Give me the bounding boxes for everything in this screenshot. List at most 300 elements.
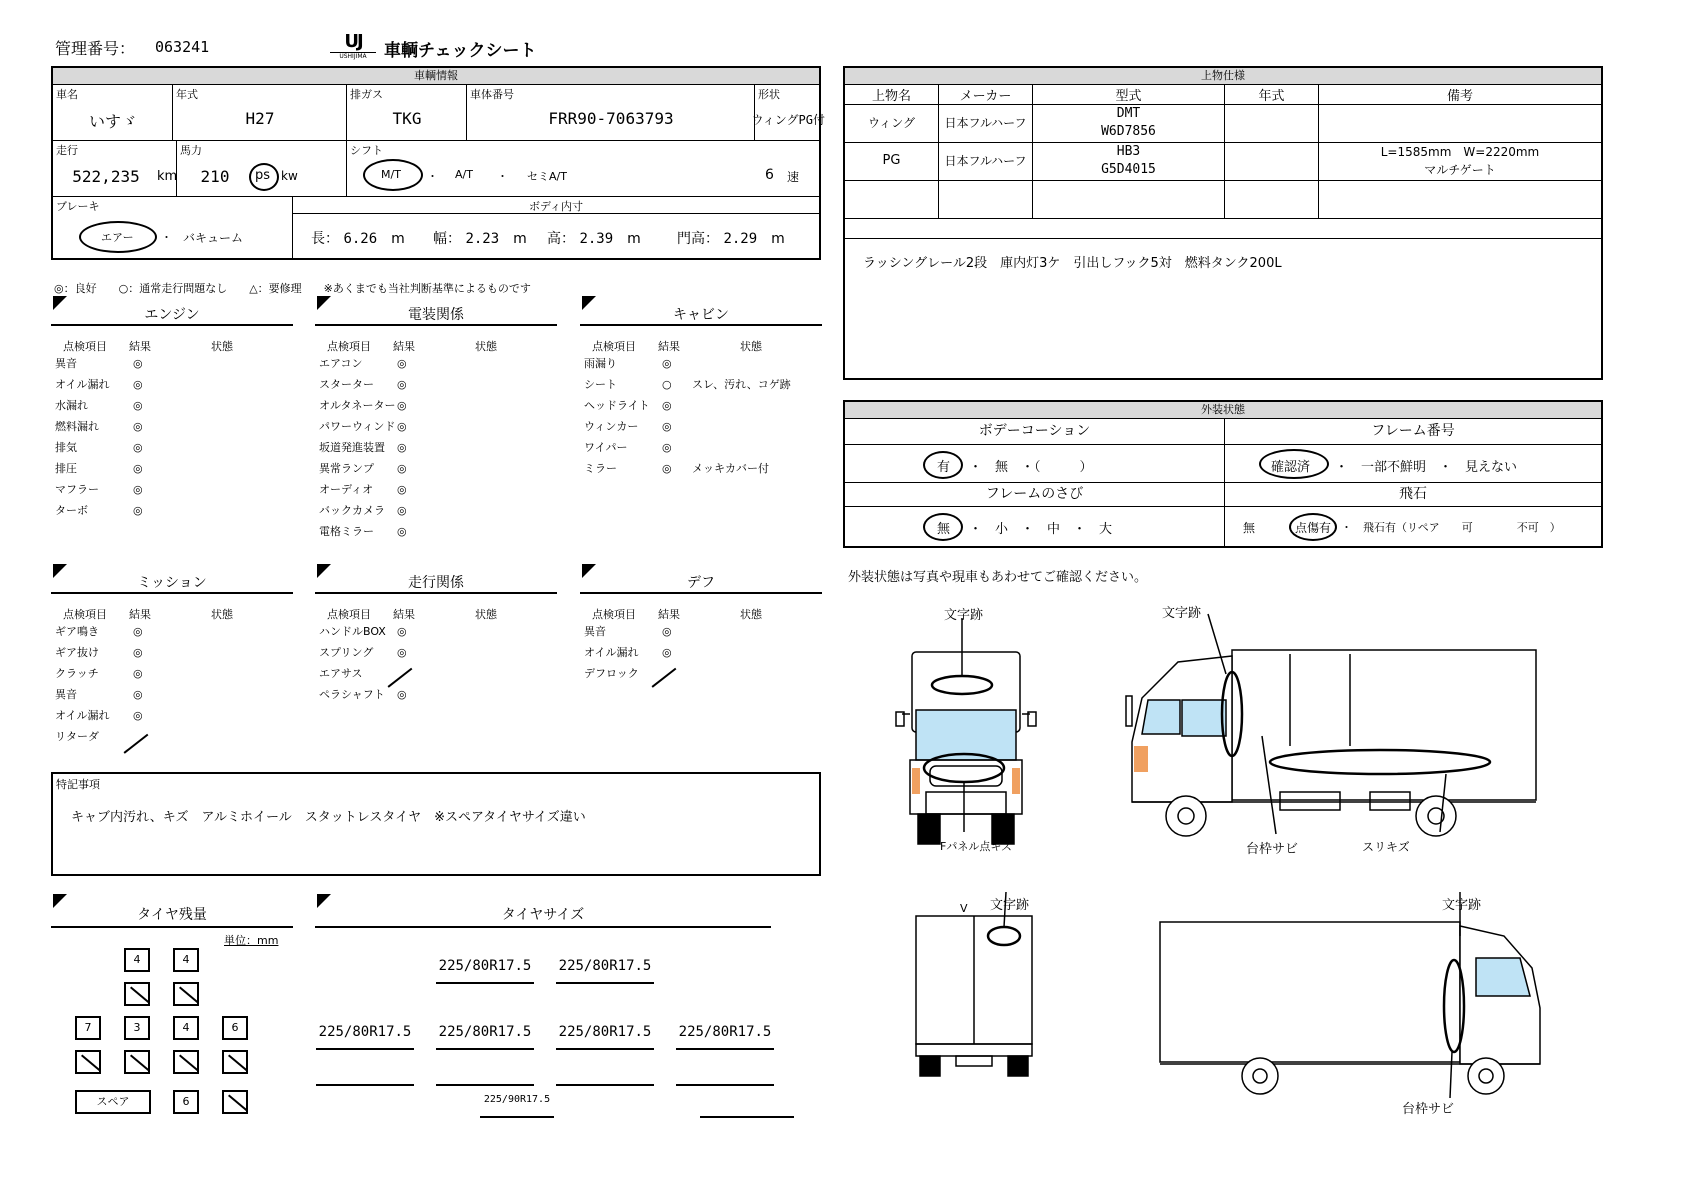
body-width [433,228,527,248]
body-length [311,228,405,248]
upper-col-year: 年式 [1225,85,1319,105]
upper-row2-note [1319,143,1601,181]
notes-text: キャブ内汚れ、キズ アルミホイール スタットレスタイヤ ※スペアタイヤサイズ違い [71,810,586,825]
check-item-result: ◎ [133,441,143,454]
brake-dot: ・ [161,231,172,244]
result-legend: ◎：良好 ○：通常走行問題なし △：要修理 ※あくまでも当社判断基準によるものです [54,282,531,295]
door-height-label: 門高： [677,231,719,247]
upper-spec-box [843,66,1603,380]
check-item-name: ペラシャフト [319,688,385,701]
running-row [319,622,557,642]
upper-row1-maker: 日本フルハーフ [939,105,1033,143]
tire-size-title: タイヤサイズ [315,904,771,928]
running-col-result: 結果 [393,608,415,621]
tire-remain-r5 [75,1050,101,1074]
engine-title: エンジン [51,304,293,326]
cell-mileage [53,141,177,197]
truck-diagrams [880,596,1600,1136]
engine-row [55,438,293,458]
exterior-note: 外装状態は写真や現車もあわせてご確認ください。 [848,570,1148,585]
tire-remain-f1: 4 [124,948,150,972]
mileage-unit: km [157,169,178,184]
check-item-result: ◎ [397,504,407,517]
check-item-name: オーディオ [319,483,374,496]
mission-col-item: 点検項目 [63,608,107,621]
mission-row [55,622,293,642]
side-daiwaku-pointer [1262,736,1276,834]
body-length-label: 長： [311,231,339,247]
mission-row [55,643,293,663]
engine-row [55,459,293,479]
brake-vacuum: バキューム [183,231,244,245]
upper-row2-year [1225,143,1319,181]
check-item-name: ミラー [584,462,617,475]
body-width-value: 2.23 [465,231,500,247]
check-item-name: 燃料漏れ [55,420,99,433]
electric-row [319,375,557,395]
check-item-name: 異常ランプ [319,462,374,475]
label-surikizu: スリキズ [1362,840,1410,854]
electric-row [319,480,557,500]
engine-section [51,296,293,536]
check-item-result: ◎ [662,357,672,370]
check-item-name: スプリング [319,646,374,659]
check-item-state: メッキカバー付 [692,462,769,475]
diff-col-item: 点検項目 [592,608,636,621]
mileage-label: 走行 [56,144,78,157]
check-item-name: エアサス [319,667,363,680]
upper-row1-model [1033,105,1225,143]
chip-some: 点傷有 [1295,521,1332,535]
tire-size-spare-line-2 [700,1116,794,1118]
mission-col-result: 結果 [129,608,151,621]
hp-label: 馬力 [180,144,202,157]
tire-remain-r8 [222,1050,248,1074]
company-logo [330,32,376,62]
engine-col-item: 点検項目 [63,340,107,353]
upper-row1-model1: DMT [1116,106,1141,121]
label-moji-rear: 文字跡 [990,898,1030,913]
check-item-name: ギア抜け [55,646,99,659]
check-item-name: オイル漏れ [55,709,110,722]
check-item-result: ◎ [662,646,672,659]
label-moji-front: 文字跡 [944,608,984,623]
check-item-result: ◎ [397,378,407,391]
cabin-section [580,296,822,536]
door-height-value: 2.29 [723,231,758,247]
check-item-result: ◎ [397,483,407,496]
body-height-unit: m [627,231,641,247]
body-height-label: 高： [547,231,575,247]
check-item-result: ◎ [397,420,407,433]
exterior-header: 外装状態 [845,402,1601,419]
upper-row1-note [1319,105,1601,143]
tire-size-rear-line-4 [676,1084,774,1086]
year-label: 年式 [176,88,198,101]
mission-row [55,706,293,726]
frame-no-cell [1225,445,1601,483]
tire-remain-spare1: 6 [173,1090,199,1114]
logo-mark: UJ [344,31,362,52]
chip-rest: ・ 飛石有（リペア 可 不可 ） [1341,521,1561,534]
upper-row1-year [1225,105,1319,143]
maker-value: いすゞ [88,112,137,131]
tire-remain-f2: 4 [173,948,199,972]
check-item-result: ◎ [133,378,143,391]
notes-title: 特記事項 [56,778,100,791]
check-item-name: スターター [319,378,374,391]
mgmt-label: 管理番号： [55,39,136,58]
tire-size-front-1: 225/80R17.5 [436,958,534,984]
check-item-name: オイル漏れ [55,378,110,391]
check-item-name: バックカメラ [319,504,385,517]
check-item-name: 異音 [55,688,77,701]
truck-side-view-left [1160,922,1540,1094]
check-item-result: ◎ [397,525,407,538]
check-item-result: ◎ [133,357,143,370]
cabin-col-item: 点検項目 [592,340,636,353]
check-item-result: ◎ [397,688,407,701]
body-width-label: 幅： [433,231,461,247]
frame-ok: 確認済 [1271,460,1311,475]
tire-remain-title: タイヤ残量 [51,904,293,928]
coating-rest: ・ 無 ・（ ） [969,460,1093,475]
upper-col-name: 上物名 [845,85,939,105]
upper-row3-maker [939,181,1033,219]
tire-remain-r1: 7 [75,1016,101,1040]
shift-dot-1: ・ [427,170,438,183]
door-height-unit: m [771,231,785,247]
cabin-col-state: 状態 [740,340,762,353]
cabin-title: キャビン [580,304,822,326]
chip-none: 無 [1243,521,1256,535]
tire-remain-spare2 [222,1090,248,1114]
upper-spacer [845,219,1601,239]
check-item-result: ◎ [133,504,143,517]
exterior-box [843,400,1603,548]
check-item-name: マフラー [55,483,99,496]
body-length-value: 6.26 [343,231,378,247]
brake-air: エアー [101,231,134,244]
mileage-value: 522,235 [72,167,140,186]
check-item-result: ◎ [397,399,407,412]
check-item-result: ◎ [133,625,143,638]
electric-row [319,438,557,458]
check-item-name: ワイパー [584,441,628,454]
tire-size-rear-1: 225/80R17.5 [316,1024,414,1050]
electric-col-state: 状態 [475,340,497,353]
check-item-result: ◎ [397,462,407,475]
engine-row [55,417,293,437]
cell-shift [347,141,819,197]
tire-remain-r4: 6 [222,1016,248,1040]
tire-size-front-2: 225/80R17.5 [556,958,654,984]
running-col-state: 状態 [475,608,497,621]
mission-col-state: 状態 [211,608,233,621]
check-item-name: デフロック [584,667,639,680]
left-daiwaku-pointer [1450,1052,1452,1098]
check-item-result: ◎ [133,420,143,433]
upper-row2-model1: HB3 [1116,144,1141,159]
running-row [319,643,557,663]
body-width-unit: m [513,231,527,247]
shift-speed-unit: 速 [787,170,800,184]
truck-side-view-right [1126,650,1536,836]
running-row [319,685,557,705]
body-height-value: 2.39 [579,231,614,247]
cabin-row [584,459,822,479]
mission-row [55,727,293,747]
rust-rest: ・ 小 ・ 中 ・ 大 [969,522,1113,537]
rear-moji-oval [988,927,1020,945]
engine-row [55,354,293,374]
label-v: V [960,902,968,915]
engine-row [55,375,293,395]
electric-col-item: 点検項目 [327,340,371,353]
cell-brake [53,197,293,258]
check-item-name: 雨漏り [584,357,617,370]
chip-cell [1225,507,1601,546]
cell-body-size [293,197,819,258]
vehicle-info-header: 車輌情報 [53,68,819,85]
running-row [319,664,557,684]
tire-size-rear-4: 225/80R17.5 [676,1024,774,1050]
hp-ps: ps [255,168,271,183]
shape-value: ウィングPG付 [751,113,825,127]
rust-none: 無 [937,522,951,537]
check-item-name: オルタネーター [319,399,396,412]
engine-row [55,396,293,416]
upper-row2-maker: 日本フルハーフ [939,143,1033,181]
emission-label: 排ガス [350,88,383,101]
shape-label: 形状 [758,88,780,101]
upper-row3-name [845,181,939,219]
check-item-result: ◎ [662,441,672,454]
upper-row1-name: ウィング [845,105,939,143]
check-item-name: 電格ミラー [319,525,374,538]
cell-emission [347,85,467,141]
shift-mt: M/T [381,168,401,181]
maker-label: 車名 [56,88,78,101]
check-item-name: ヘッドライト [584,399,650,412]
rust-cell [845,507,1225,546]
check-item-name: ターボ [55,504,88,517]
chassis-value: FRR90-7063793 [548,109,674,128]
shift-speed: 6 [765,167,774,183]
tire-size-rear-line-2 [436,1084,534,1086]
cabin-row [584,396,822,416]
coating-title: ボデーコーション [845,419,1225,445]
check-item-result: ◎ [662,399,672,412]
diff-row [584,643,822,663]
tire-size-rear-3: 225/80R17.5 [556,1024,654,1050]
diff-col-state: 状態 [740,608,762,621]
check-item-name: オイル漏れ [584,646,639,659]
cell-maker [53,85,173,141]
page-title: 車輌チェックシート [384,41,537,61]
label-moji-left: 文字跡 [1442,898,1482,913]
tire-remain-r7 [173,1050,199,1074]
label-daiwaku-left: 台枠サビ [1402,1102,1455,1117]
diff-section [580,564,822,764]
electric-row [319,396,557,416]
check-item-result: ◎ [133,646,143,659]
tire-remain-spare-label: スペア [75,1090,151,1114]
check-item-name: クラッチ [55,667,99,680]
check-item-name: 排気 [55,441,77,454]
check-item-name: ギア鳴き [55,625,99,638]
body-height [547,228,641,248]
check-item-result: ◎ [133,667,143,680]
running-section [315,564,557,764]
tire-remain-r2: 3 [124,1016,150,1040]
diff-row [584,664,822,684]
electric-row [319,459,557,479]
door-height [677,228,785,248]
coating-yes: 有 [937,460,951,475]
mission-row [55,664,293,684]
chassis-label: 車体番号 [470,88,514,101]
tire-size-rear-2: 225/80R17.5 [436,1024,534,1050]
check-item-result: ◎ [133,688,143,701]
body-dims [293,213,819,214]
upper-row2-model2: G5D4015 [1101,162,1156,177]
mission-section [51,564,293,764]
label-moji-side: 文字跡 [1162,606,1202,621]
electric-row [319,354,557,374]
vehicle-info-box [51,66,825,260]
shift-label: シフト [350,144,383,157]
tire-size-spare: 225/90R17.5 [480,1094,554,1118]
engine-row [55,480,293,500]
cabin-row [584,375,822,395]
check-item-name: 異音 [55,357,77,370]
year-value: H27 [245,109,275,128]
upper-row3-year [1225,181,1319,219]
engine-col-result: 結果 [129,340,151,353]
upper-col-model: 型式 [1033,85,1225,105]
check-item-result: ◎ [133,399,143,412]
front-moji-oval [932,676,992,694]
cell-shape [751,85,825,141]
check-item-result: ◎ [662,462,672,475]
upper-spec-header: 上物仕様 [845,68,1601,85]
engine-col-state: 状態 [211,340,233,353]
check-item-name: 坂道発進装置 [319,441,385,454]
hp-value: 210 [200,167,230,186]
tire-size-rear-line-1 [316,1084,414,1086]
electric-title: 電装関係 [315,304,557,326]
upper-col-note: 備考 [1319,85,1601,105]
emission-value: TKG [392,109,422,128]
check-item-name: シート [584,378,617,391]
upper-row2-note2: マルチゲート [1424,163,1496,177]
chip-title: 飛石 [1225,483,1601,507]
cell-year [173,85,347,141]
brake-label: ブレーキ [56,200,100,213]
coating-cell [845,445,1225,483]
upper-col-maker: メーカー [939,85,1033,105]
side-surikizu-oval [1270,750,1490,774]
check-item-name: パワーウィンド [319,420,396,433]
check-item-name: 排圧 [55,462,77,475]
upper-row2-note1: L=1585mm W=2220mm [1380,145,1540,159]
upper-row3-note [1319,181,1601,219]
label-fpanel: Fパネル点キズ [940,840,1013,853]
cabin-row [584,438,822,458]
upper-remarks: ラッシングレール2段 庫内灯3ケ 引出しフック5対 燃料タンク200L [863,256,1282,271]
mission-title: ミッション [51,572,293,594]
check-item-result: ◎ [397,357,407,370]
rust-title: フレームのさび [845,483,1225,507]
body-length-unit: m [391,231,405,247]
notes-box [51,772,821,876]
tire-remain-f4 [173,982,199,1006]
check-item-name: エアコン [319,357,363,370]
cabin-row [584,354,822,374]
check-item-result: ◎ [133,483,143,496]
check-item-result: ◎ [662,420,672,433]
frame-rest: ・ 一部不鮮明 ・ 見えない [1335,460,1518,475]
check-item-name: 水漏れ [55,399,88,412]
body-size-label: ボディ内寸 [528,200,584,213]
tire-remain-r6 [124,1050,150,1074]
frame-no-title: フレーム番号 [1225,419,1601,445]
cabin-col-result: 結果 [658,340,680,353]
shift-semi: セミA/T [527,170,567,183]
running-col-item: 点検項目 [327,608,371,621]
tire-size-rear-line-3 [556,1084,654,1086]
check-item-result: ◎ [397,441,407,454]
upper-row1-model2: W6D7856 [1101,124,1156,139]
upper-row2-name: PG [845,143,939,181]
check-item-name: 異音 [584,625,606,638]
truck-rear-view [916,916,1032,1076]
diff-row [584,622,822,642]
electric-row [319,417,557,437]
tire-remain-f3 [124,982,150,1006]
check-item-name: ハンドルBOX [319,625,386,638]
hp-kw: kw [281,169,298,183]
check-item-result: ◎ [397,625,407,638]
diff-col-result: 結果 [658,608,680,621]
electric-section [315,296,557,536]
mission-row [55,685,293,705]
check-item-result: ◎ [397,646,407,659]
diff-title: デフ [580,572,822,594]
electric-col-result: 結果 [393,340,415,353]
check-item-result: ○ [662,378,672,391]
check-item-result: ◎ [662,625,672,638]
electric-row [319,522,557,542]
label-daiwaku-side: 台枠サビ [1246,842,1299,857]
shift-dot-2: ・ [497,170,508,183]
electric-row [319,501,557,521]
check-item-state: スレ、汚れ、コゲ跡 [692,378,791,391]
running-title: 走行関係 [315,572,557,594]
truck-front-view [896,652,1036,844]
mgmt-number: 063241 [155,38,210,56]
upper-row2-model [1033,143,1225,181]
check-item-result: ◎ [133,709,143,722]
tire-remain-unit: 単位：mm [224,934,279,947]
shift-at: A/T [455,168,473,181]
tire-remain-r3: 4 [173,1016,199,1040]
engine-row [55,501,293,521]
logo-sub: USHIJIMA [330,52,376,60]
cabin-row [584,417,822,437]
cell-hp [177,141,347,197]
